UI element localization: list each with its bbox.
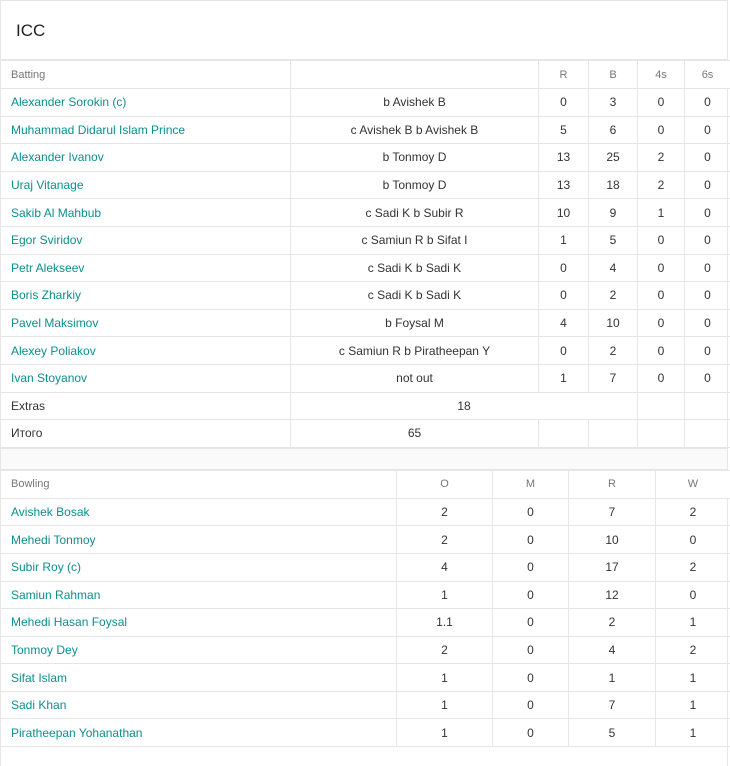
- batting-row: [1, 337, 730, 365]
- wickets: 2: [656, 498, 730, 526]
- runs-conceded: 1: [569, 664, 656, 692]
- overs: 1: [397, 664, 493, 692]
- wickets: 1: [656, 609, 730, 637]
- wickets: 1: [656, 664, 730, 692]
- runs: 5: [539, 116, 589, 144]
- balls: 18: [589, 171, 638, 199]
- dismissal: b Tonmoy D: [291, 144, 539, 172]
- bowling-header-wickets: W: [656, 470, 730, 498]
- batting-header-label: Batting: [1, 61, 291, 89]
- team-title: ICC: [1, 1, 727, 60]
- fours: 2: [638, 171, 685, 199]
- overs: 1.1: [397, 609, 493, 637]
- batting-row: [1, 364, 730, 392]
- balls: 5: [589, 226, 638, 254]
- bowler-name-link[interactable]: Tonmoy Dey: [1, 636, 397, 664]
- balls: 25: [589, 144, 638, 172]
- wickets: 2: [656, 553, 730, 581]
- fours: 0: [638, 226, 685, 254]
- batting-row: [1, 226, 730, 254]
- sixes: 0: [685, 364, 730, 392]
- bowling-row: [1, 581, 730, 609]
- bowling-row: [1, 498, 730, 526]
- bowling-header-maidens: M: [493, 470, 569, 498]
- balls: 10: [589, 309, 638, 337]
- maidens: 0: [493, 553, 569, 581]
- wickets: 1: [656, 719, 730, 747]
- fours: 1: [638, 199, 685, 227]
- balls: 2: [589, 282, 638, 310]
- runs-conceded: 10: [569, 526, 656, 554]
- maidens: 0: [493, 526, 569, 554]
- fours: 0: [638, 254, 685, 282]
- batting-header-balls: B: [589, 61, 638, 89]
- dismissal: c Samiun R b Sifat I: [291, 226, 539, 254]
- batter-name-link[interactable]: Sakib Al Mahbub: [1, 199, 291, 227]
- bowling-header-label: Bowling: [1, 470, 397, 498]
- batting-row: [1, 199, 730, 227]
- fours: 0: [638, 116, 685, 144]
- dismissal: b Avishek B: [291, 89, 539, 117]
- dismissal: c Sadi K b Subir R: [291, 199, 539, 227]
- batting-row: [1, 116, 730, 144]
- dismissal: not out: [291, 364, 539, 392]
- wickets: 1: [656, 691, 730, 719]
- wickets: 2: [656, 636, 730, 664]
- extras-label: Extras: [1, 392, 291, 420]
- bowler-name-link[interactable]: Subir Roy (c): [1, 553, 397, 581]
- extras-value: 18: [291, 392, 638, 420]
- bowler-name-link[interactable]: Mehedi Hasan Foysal: [1, 609, 397, 637]
- sixes: 0: [685, 282, 730, 310]
- runs-conceded: 7: [569, 691, 656, 719]
- bowler-name-link[interactable]: Piratheepan Yohanathan: [1, 719, 397, 747]
- fours: 0: [638, 309, 685, 337]
- overs: 1: [397, 581, 493, 609]
- runs: 1: [539, 364, 589, 392]
- maidens: 0: [493, 609, 569, 637]
- overs: 4: [397, 553, 493, 581]
- batting-header-runs: R: [539, 61, 589, 89]
- bowling-row: [1, 691, 730, 719]
- wickets: 0: [656, 526, 730, 554]
- sixes: 0: [685, 89, 730, 117]
- fours: 0: [638, 364, 685, 392]
- runs-conceded: 12: [569, 581, 656, 609]
- bowling-header-row: [1, 470, 730, 498]
- batting-table: [0, 60, 730, 448]
- batter-name-link[interactable]: Boris Zharkiy: [1, 282, 291, 310]
- maidens: 0: [493, 498, 569, 526]
- batter-name-link[interactable]: Ivan Stoyanov: [1, 364, 291, 392]
- sixes: 0: [685, 309, 730, 337]
- runs: 10: [539, 199, 589, 227]
- balls: 7: [589, 364, 638, 392]
- batting-row: [1, 89, 730, 117]
- maidens: 0: [493, 581, 569, 609]
- runs: 13: [539, 144, 589, 172]
- runs: 0: [539, 337, 589, 365]
- sixes: 0: [685, 254, 730, 282]
- fours: 2: [638, 144, 685, 172]
- extras-empty-1: [638, 392, 685, 420]
- overs: 2: [397, 526, 493, 554]
- extras-empty-2: [685, 392, 730, 420]
- overs: 1: [397, 719, 493, 747]
- total-empty-2: [589, 420, 638, 448]
- bowler-name-link[interactable]: Avishek Bosak: [1, 498, 397, 526]
- batter-name-link[interactable]: Muhammad Didarul Islam Prince: [1, 116, 291, 144]
- runs-conceded: 4: [569, 636, 656, 664]
- batting-header-sixes: 6s: [685, 61, 730, 89]
- total-empty-1: [539, 420, 589, 448]
- maidens: 0: [493, 664, 569, 692]
- maidens: 0: [493, 636, 569, 664]
- dismissal: c Sadi K b Sadi K: [291, 282, 539, 310]
- bowler-name-link[interactable]: Mehedi Tonmoy: [1, 526, 397, 554]
- runs: 13: [539, 171, 589, 199]
- overs: 1: [397, 691, 493, 719]
- batter-name-link[interactable]: Pavel Maksimov: [1, 309, 291, 337]
- batter-name-link[interactable]: Egor Sviridov: [1, 226, 291, 254]
- bowling-row: [1, 553, 730, 581]
- runs-conceded: 7: [569, 498, 656, 526]
- wickets: 0: [656, 581, 730, 609]
- batter-name-link[interactable]: Alexander Sorokin (c): [1, 89, 291, 117]
- batting-header-fours: 4s: [638, 61, 685, 89]
- batting-row: [1, 171, 730, 199]
- sixes: 0: [685, 199, 730, 227]
- batting-row: [1, 144, 730, 172]
- dismissal: c Avishek B b Avishek B: [291, 116, 539, 144]
- total-row: [1, 420, 730, 448]
- dismissal: c Samiun R b Piratheepan Y: [291, 337, 539, 365]
- sixes: 0: [685, 144, 730, 172]
- bowling-header-overs: O: [397, 470, 493, 498]
- section-divider: [1, 448, 727, 470]
- bowling-row: [1, 719, 730, 747]
- total-label: Итого: [1, 420, 291, 448]
- batter-name-link[interactable]: Alexey Poliakov: [1, 337, 291, 365]
- bowler-name-link[interactable]: Sifat Islam: [1, 664, 397, 692]
- overs: 2: [397, 498, 493, 526]
- overs: 2: [397, 636, 493, 664]
- sixes: 0: [685, 171, 730, 199]
- bowling-row: [1, 636, 730, 664]
- balls: 4: [589, 254, 638, 282]
- sixes: 0: [685, 226, 730, 254]
- runs: 4: [539, 309, 589, 337]
- total-empty-4: [685, 420, 730, 448]
- batting-row: [1, 309, 730, 337]
- runs: 0: [539, 282, 589, 310]
- runs: 1: [539, 226, 589, 254]
- runs-conceded: 5: [569, 719, 656, 747]
- runs-conceded: 2: [569, 609, 656, 637]
- batting-header-row: [1, 61, 730, 89]
- extras-row: [1, 392, 730, 420]
- bowling-row: [1, 664, 730, 692]
- dismissal: b Tonmoy D: [291, 171, 539, 199]
- total-empty-3: [638, 420, 685, 448]
- dismissal: c Sadi K b Sadi K: [291, 254, 539, 282]
- fours: 0: [638, 282, 685, 310]
- batter-name-link[interactable]: Alexander Ivanov: [1, 144, 291, 172]
- fours: 0: [638, 89, 685, 117]
- batting-row: [1, 254, 730, 282]
- runs: 0: [539, 89, 589, 117]
- batter-name-link[interactable]: Uraj Vitanage: [1, 171, 291, 199]
- balls: 9: [589, 199, 638, 227]
- total-value: 65: [291, 420, 539, 448]
- fours: 0: [638, 337, 685, 365]
- runs-conceded: 17: [569, 553, 656, 581]
- runs: 0: [539, 254, 589, 282]
- bowler-name-link[interactable]: Samiun Rahman: [1, 581, 397, 609]
- maidens: 0: [493, 719, 569, 747]
- sixes: 0: [685, 116, 730, 144]
- bowling-table: [0, 470, 730, 747]
- dismissal: b Foysal M: [291, 309, 539, 337]
- batter-name-link[interactable]: Petr Alekseev: [1, 254, 291, 282]
- balls: 6: [589, 116, 638, 144]
- bowling-header-runs: R: [569, 470, 656, 498]
- batting-header-dismissal: [291, 61, 539, 89]
- bowling-row: [1, 526, 730, 554]
- batting-row: [1, 282, 730, 310]
- maidens: 0: [493, 691, 569, 719]
- bowling-row: [1, 609, 730, 637]
- balls: 3: [589, 89, 638, 117]
- bowler-name-link[interactable]: Sadi Khan: [1, 691, 397, 719]
- sixes: 0: [685, 337, 730, 365]
- balls: 2: [589, 337, 638, 365]
